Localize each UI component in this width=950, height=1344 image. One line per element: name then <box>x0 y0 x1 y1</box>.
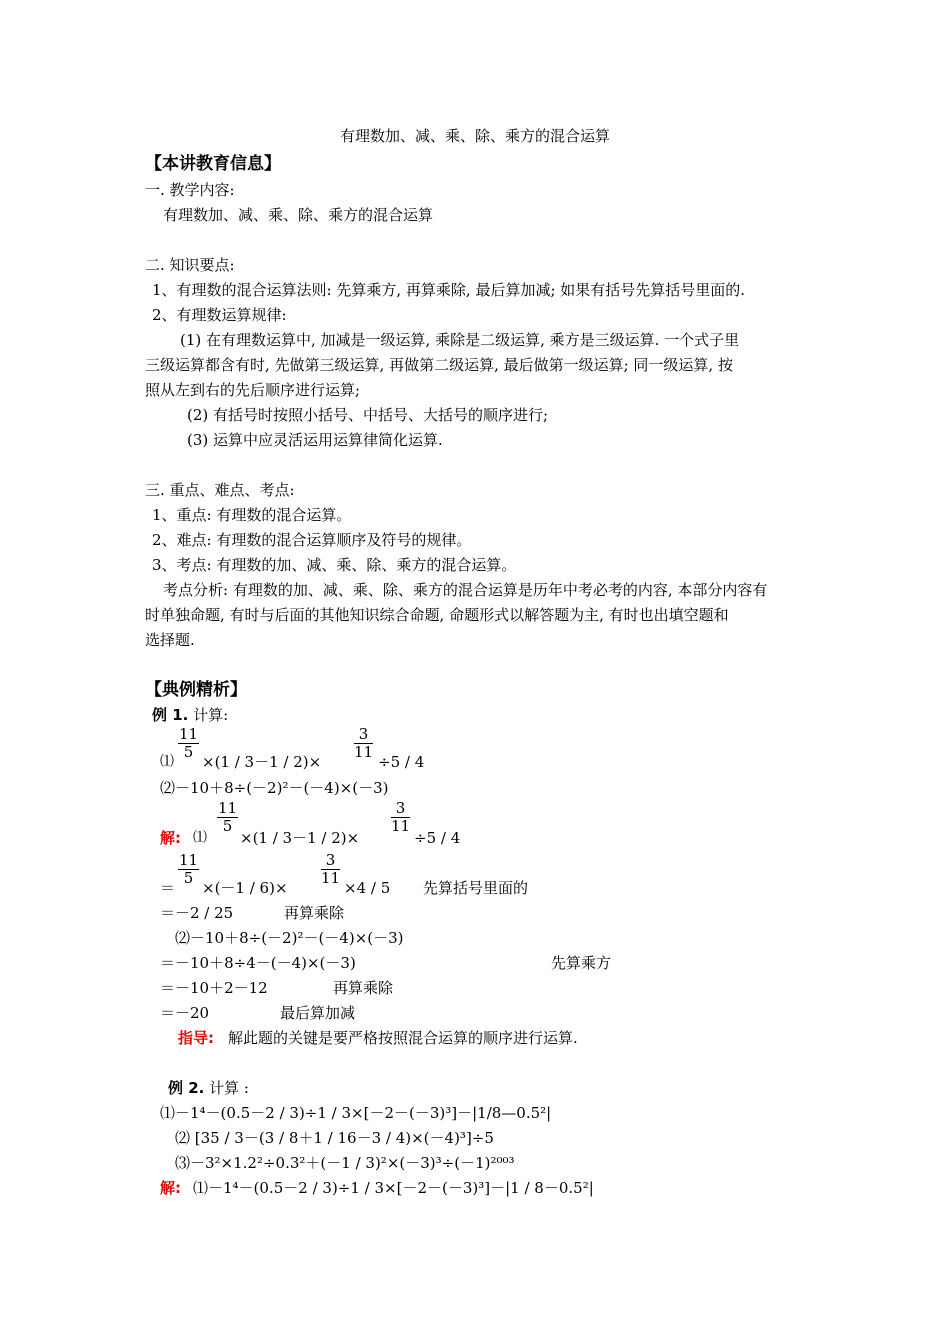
solution-label: 解: <box>160 829 181 847</box>
rule-1-line-c: 照从左到右的先后顺序进行运算; <box>145 381 361 399</box>
sol-q2-step3-note: 最后算加减 <box>280 1004 356 1022</box>
example-2-heading <box>168 1078 249 1098</box>
key-3: 3、考点: 有理数的加、减、乘、除、乘方的混合运算。 <box>152 556 517 574</box>
sol-q2-step2: ＝－10＋2－12 <box>160 979 268 997</box>
analysis-line-a: 考点分析: 有理数的加、减、乘、除、乘方的混合运算是历年中考必考的内容, 本部分内容有 <box>163 581 768 599</box>
analysis-line-c: 选择题. <box>145 631 195 649</box>
fraction-11-over-5: $\frac{11}{5}$ <box>218 799 238 835</box>
key-2: 2、难点: 有理数的混合运算顺序及符号的规律。 <box>152 531 472 549</box>
content-label: 一. 教学内容: <box>145 181 235 199</box>
sol-q1-end: ÷5 / 4 <box>414 829 461 847</box>
content-text: 有理数加、减、乘、除、乘方的混合运算 <box>163 206 434 224</box>
example-1-heading <box>152 705 228 725</box>
sol-q2: ⑵－10＋8÷(－2)²－(－4)×(－3) <box>175 929 404 947</box>
point-1: 1、有理数的混合运算法则: 先算乘方, 再算乘除, 最后算加减; 如果有括号先算括号里面的. <box>152 281 746 299</box>
section-heading-info: 【本讲教育信息】 <box>145 154 281 174</box>
sol-q1-middle: ×(1 / 3－1 / 2)× <box>240 829 360 847</box>
guide-label: 指导: <box>178 1029 214 1047</box>
ex1-q1-end: ÷5 / 4 <box>378 753 425 771</box>
ex1-q1-label: ⑴ <box>160 754 174 770</box>
sol-step2: ＝－2 / 25 <box>160 904 234 922</box>
ex2-q2: ⑵ [35 / 3－(3 / 8＋1 / 16－3 / 4)×(－4)³]÷5 <box>175 1129 494 1147</box>
ex2-solution-label: 解: <box>160 1179 181 1197</box>
sol-step1-note: 先算括号里面的 <box>423 879 529 897</box>
sol-q2-step1-note: 先算乘方 <box>551 954 612 972</box>
sol-q1-label: ⑴ <box>193 830 207 846</box>
fraction-11-over-5: $\frac{11}{5}$ <box>179 851 199 887</box>
example-1-calc: 计算: <box>188 706 229 724</box>
sol-step1-end: ×4 / 5 <box>344 879 391 897</box>
ex2-q3: ⑶－3²×1.2²÷0.3²＋(－1 / 3)²×(－3)³÷(－1)²⁰⁰³ <box>175 1154 515 1172</box>
key-1: 1、重点: 有理数的混合运算。 <box>152 506 352 524</box>
example-2-label: 例 2. <box>168 1079 205 1097</box>
sol-q2-step2-note: 再算乘除 <box>333 979 394 997</box>
key-label: 三. 重点、难点、考点: <box>145 481 295 499</box>
fraction-11-over-5: $\frac{11}{5}$ <box>179 725 199 761</box>
rule-2: (2) 有括号时按照小括号、中括号、大括号的顺序进行; <box>187 406 549 424</box>
analysis-line-b: 时单独命题, 有时与后面的其他知识综合命题, 命题形式以解答题为主, 有时也出填空题和 <box>145 606 729 624</box>
guide-text: 解此题的关键是要严格按照混合运算的顺序进行运算. <box>228 1029 578 1047</box>
fraction-3-over-11: $\frac{3}{11}$ <box>321 851 341 887</box>
points-label: 二. 知识要点: <box>145 256 235 274</box>
ex2-solution: ⑴－1⁴－(0.5－2 / 3)÷1 / 3×[－2－(－3)³]－|1 / 8－0.5²| <box>193 1179 594 1197</box>
example-1-label: 例 1. <box>152 706 189 724</box>
rule-1-line-a: (1) 在有理数运算中, 加减是一级运算, 乘除是二级运算, 乘方是三级运算. 一个式子里 <box>180 331 740 349</box>
ex1-q2: ⑵－10＋8÷(－2)²－(－4)×(－3) <box>160 779 389 797</box>
sol-step1-middle: ×(－1 / 6)× <box>202 879 288 897</box>
sol-q2-step3: ＝－20 <box>160 1004 210 1022</box>
equals-sign: ＝ <box>160 879 176 897</box>
example-2-calc: 计算 : <box>204 1079 249 1097</box>
page-title: 有理数加、减、乘、除、乘方的混合运算 <box>339 127 610 145</box>
sol-q2-step1: ＝－10＋8÷4－(－4)×(－3) <box>160 954 356 972</box>
rule-1-line-b: 三级运算都含有时, 先做第三级运算, 再做第二级运算, 最后做第一级运算; 同一级运算, 按 <box>145 356 733 374</box>
section-heading-examples: 【典例精析】 <box>145 680 247 700</box>
fraction-3-over-11: $\frac{3}{11}$ <box>354 725 374 761</box>
ex2-q1: ⑴－1⁴－(0.5－2 / 3)÷1 / 3×[－2－(－3)³]－|1/8—0.5²| <box>160 1104 552 1122</box>
ex1-q1-middle: ×(1 / 3－1 / 2)× <box>202 753 322 771</box>
point-2: 2、有理数运算规律: <box>152 306 287 324</box>
sol-step2-note: 再算乘除 <box>284 904 345 922</box>
fraction-3-over-11: $\frac{3}{11}$ <box>391 799 411 835</box>
rule-3: (3) 运算中应灵活运用运算律简化运算. <box>187 431 443 449</box>
